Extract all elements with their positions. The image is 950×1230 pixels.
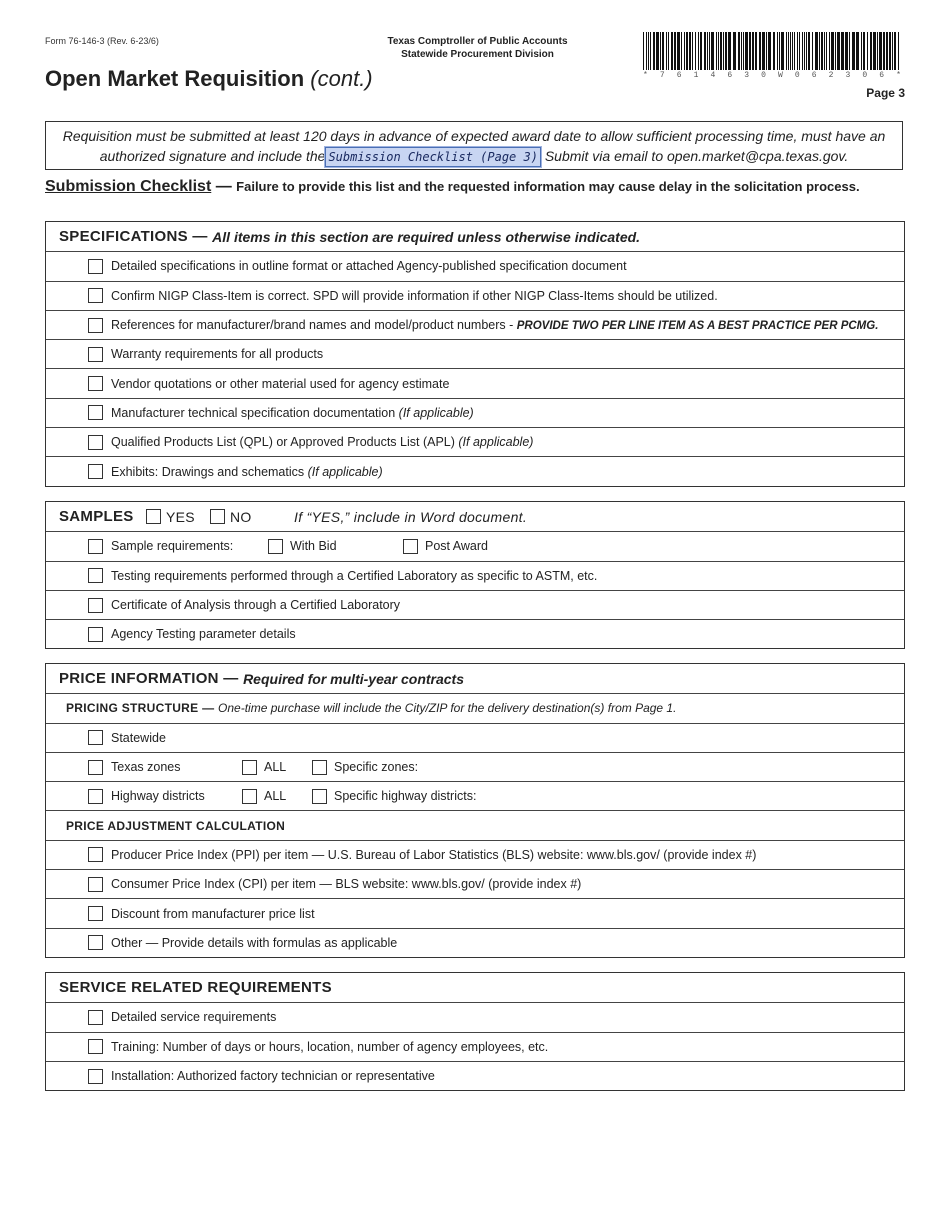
barcode-bar [674,32,676,70]
barcode-bar [788,32,789,70]
price-adjustment-header: PRICE ADJUSTMENT CALCULATION [46,810,904,839]
barcode-bar [898,32,899,70]
barcode-char: 6 [811,71,817,80]
spec-checkbox[interactable] [88,405,103,420]
adjustment-item-label: Other — Provide details with formulas as applicable [111,935,398,950]
barcode-bar [720,32,722,70]
sample-item-label: Agency Testing parameter details [111,627,296,642]
barcode-bar [646,32,647,70]
barcode-bar [741,32,742,70]
barcode-bar [819,32,820,70]
barcode-bar [841,32,844,70]
barcode-bar [684,32,685,70]
barcode-bar [790,32,791,70]
highway-districts-row [46,781,904,810]
barcode-bar [755,32,757,70]
barcode-bar [677,32,680,70]
barcode-bar [892,32,893,70]
service-item [46,1002,904,1031]
spec-checkbox[interactable] [88,464,103,479]
barcode-char: 0 [761,71,766,80]
barcode-bar [831,32,834,70]
barcode-bar [824,32,825,70]
texas-zones-label: Texas zones [111,760,181,775]
spec-item-text: Qualified Products List (QPL) or Approved Products List (APL) [111,435,459,450]
adjustment-item-label: Discount from manufacturer price list [111,906,315,921]
service-item-label: Detailed service requirements [111,1010,277,1025]
sample-item [46,590,904,619]
samples-section [45,501,905,649]
barcode-char: 6 [727,71,733,80]
spec-checkbox[interactable] [88,318,103,333]
barcode-char: 1 [693,71,699,80]
barcode-bar [762,32,765,70]
samples-no-checkbox[interactable] [210,509,225,524]
barcode-bar [773,32,775,70]
service-item [46,1061,904,1090]
sample-item [46,561,904,590]
spec-item [46,427,904,456]
barcode-text [643,71,901,80]
sample-item [46,619,904,648]
service-checkbox[interactable] [88,1010,103,1025]
spec-item [46,251,904,280]
notice-text-end: Submit via email to open.market@cpa.texas.gov. [540,148,849,164]
barcode-bar [718,32,719,70]
agency-line-1: Texas Comptroller of Public Accounts [387,36,568,47]
texas-zones-checkbox[interactable] [88,760,103,775]
submission-notice [45,121,903,170]
barcode-bar [873,32,876,70]
spec-checkbox[interactable] [88,347,103,362]
barcode [643,32,901,70]
spec-item [46,456,904,485]
barcode-bar [700,32,702,70]
barcode-bar [752,32,754,70]
barcode-char: 6 [676,71,682,80]
spec-item-qualifier: (If applicable) [307,464,383,479]
barcode-bar [889,32,891,70]
samples-yes-label: YES [166,508,195,525]
form-number: Form 76-146-3 (Rev. 6-23/6) [45,36,159,46]
barcode-char: 4 [710,71,716,80]
barcode-bar [668,32,669,70]
adjustment-item [46,840,904,869]
barcode-char: 0 [794,71,800,80]
sample-item-label: Testing requirements performed through a Certified Laboratory as specific to ASTM, etc. [111,568,598,583]
spec-item [46,398,904,427]
barcode-bar [786,32,787,70]
barcode-bar [777,32,778,70]
barcode-bar [662,32,664,70]
barcode-char: W [778,71,783,80]
specific-districts-label: Specific highway districts: [334,789,477,804]
barcode-bar [894,32,896,70]
barcode-bar [766,32,767,70]
agency-line-2: Statewide Procurement Division [401,49,554,60]
barcode-bar [681,32,682,70]
barcode-bar [650,32,651,70]
barcode-bar [660,32,661,70]
barcode-bar [861,32,862,70]
barcode-bar [643,32,644,70]
barcode-bar [716,32,717,70]
barcode-bar [835,32,836,70]
with-bid-label: With Bid [290,539,337,554]
specifications-title: SPECIFICATIONS — [59,228,208,246]
barcode-bar [886,32,888,70]
spec-checkbox[interactable] [88,376,103,391]
sample-requirements-checkbox[interactable] [88,539,103,554]
spec-item-label: Confirm NIGP Class-Item is correct. SPD will provide information if other NIGP Class-Items should be utilized. [111,288,718,303]
highway-districts-checkbox[interactable] [88,789,103,804]
zones-all-checkbox[interactable] [242,760,257,775]
barcode-bar [856,32,859,70]
spec-checkbox[interactable] [88,259,103,274]
submission-checklist-field[interactable]: Submission Checklist (Page 3) [325,147,541,167]
barcode-bar [779,32,780,70]
barcode-bar [745,32,748,70]
specific-zones-label: Specific zones: [334,760,419,775]
barcode-bar [686,32,688,70]
barcode-bar [863,32,865,70]
post-award-label: Post Award [425,539,489,554]
barcode-char: 3 [845,71,851,80]
with-bid-checkbox[interactable] [268,539,283,554]
adjustment-checkbox[interactable] [88,847,103,862]
adjustment-item [46,928,904,957]
districts-all-checkbox[interactable] [242,789,257,804]
barcode-bar [671,32,673,70]
barcode-bar [808,32,810,70]
barcode-bar [837,32,840,70]
samples-yes-checkbox[interactable] [146,509,161,524]
barcode-bar [794,32,795,70]
barcode-bar [768,32,771,70]
barcode-bar [845,32,848,70]
pricing-structure-header [46,693,904,722]
title-text: Open Market Requisition [45,66,305,91]
service-section [45,972,905,1091]
barcode-char: * [643,71,648,80]
barcode-char: 2 [828,71,834,80]
title-suffix: (cont.) [310,66,373,91]
barcode-bar [695,32,696,70]
spec-item-label: Vendor quotations or other material used for agency estimate [111,376,450,391]
barcode-bar [804,32,805,70]
sample-checkbox[interactable] [88,568,103,583]
samples-no-label: NO [230,508,252,525]
spec-item-label: Warranty requirements for all products [111,347,324,362]
notice-text: Requisition must be submitted at least 120 days in advance of expected award date to allow sufficient processing time, must have an authorized signature and include the [62,128,886,164]
spec-item-qualifier: (If applicable) [458,435,534,450]
service-item [46,1032,904,1061]
barcode-bar [698,32,699,70]
spec-item [46,281,904,310]
adjustment-item [46,869,904,898]
barcode-bar [711,32,714,70]
barcode-bar [656,32,659,70]
barcode-bar [799,32,800,70]
samples-header [46,502,904,531]
barcode-bar [852,32,855,70]
barcode-bar [743,32,744,70]
barcode-bar [781,32,784,70]
barcode-bar [692,32,693,70]
pricing-structure-note: One-time purchase will include the City/ZIP for the delivery destination(s) from Page 1. [218,701,677,716]
samples-title: SAMPLES [59,508,134,526]
districts-all-label: ALL [264,789,287,804]
spec-item-label [111,465,383,479]
adjustment-item-label: Consumer Price Index (CPI) per item — BLS website: www.bls.gov/ (provide index #) [111,877,582,892]
barcode-bar [812,32,813,70]
service-checkbox[interactable] [88,1069,103,1084]
barcode-char: 0 [862,71,868,80]
barcode-bar [806,32,807,70]
sample-item-label: Certificate of Analysis through a Certified Laboratory [111,598,401,613]
specific-zones-checkbox[interactable] [312,760,327,775]
barcode-char: 7 [659,71,665,80]
spec-checkbox[interactable] [88,288,103,303]
adjustment-checkbox[interactable] [88,935,103,950]
adjustment-checkbox[interactable] [88,877,103,892]
barcode-char: * [896,71,901,80]
page-title [45,66,373,92]
barcode-bar [689,32,691,70]
agency-name [360,35,595,61]
barcode-bar [879,32,882,70]
pricing-structure-title: PRICING STRUCTURE — [66,701,215,716]
barcode-bar [733,32,736,70]
checklist-dash: — [211,178,237,195]
statewide-checkbox[interactable] [88,730,103,745]
barcode-bar [725,32,727,70]
barcode-bar [797,32,798,70]
barcode-bar [648,32,649,70]
barcode-bar [723,32,724,70]
spec-item-emphasis: PROVIDE TWO PER LINE ITEM AS A BEST PRACTICE PER PCMG. [516,320,879,333]
highway-districts-label: Highway districts [111,789,205,804]
spec-item-label [111,318,878,332]
spec-item-label: Detailed specifications in outline format or attached Agency-published specification document [111,259,627,274]
barcode-bar [877,32,878,70]
specific-districts-checkbox[interactable] [312,789,327,804]
checklist-heading [45,178,860,196]
spec-item-text: References for manufacturer/brand names and model/product numbers - [111,318,517,333]
barcode-bar [867,32,868,70]
sample-requirements-row [46,531,904,560]
barcode-bar [749,32,751,70]
barcode-bar [826,32,827,70]
adjustment-item [46,898,904,927]
zones-all-label: ALL [264,760,287,775]
samples-note: If “YES,” include in Word document. [294,508,528,525]
barcode-bar [821,32,823,70]
barcode-bar [829,32,830,70]
statewide-label: Statewide [111,730,166,745]
specifications-header [46,222,904,251]
service-item-label: Installation: Authorized factory technician or representative [111,1069,435,1084]
service-header: SERVICE RELATED REQUIREMENTS [59,979,332,997]
barcode-char: 6 [879,71,885,80]
barcode-bar [707,32,708,70]
checklist-subtitle: Failure to provide this list and the requested information may cause delay in the solicitation process. [236,179,860,194]
price-note: Required for multi-year contracts [243,670,464,687]
barcode-bar [792,32,793,70]
barcode-bar [666,32,667,70]
texas-zones-row [46,752,904,781]
price-section [45,663,905,958]
checklist-title: Submission Checklist [45,178,212,195]
spec-item-qualifier: (If applicable) [398,405,474,420]
barcode-bar [709,32,710,70]
specifications-note: All items in this section are required unless otherwise indicated. [212,228,641,245]
barcode-bar [653,32,655,70]
sample-requirements-label: Sample requirements: [111,539,234,554]
barcode-bar [883,32,885,70]
service-checkbox[interactable] [88,1039,103,1054]
barcode-bar [759,32,761,70]
page-number: Page 3 [866,86,905,100]
barcode-bar [738,32,740,70]
specifications-section [45,221,905,487]
spec-item [46,339,904,368]
adjustment-checkbox[interactable] [88,906,103,921]
barcode-bar [704,32,706,70]
spec-item-text: Manufacturer technical specification documentation [111,405,399,420]
spec-item-text: Exhibits: Drawings and schematics [111,464,308,479]
barcode-bar [815,32,818,70]
barcode-bar [802,32,803,70]
barcode-bar [849,32,850,70]
sample-checkbox[interactable] [88,598,103,613]
barcode-char: 3 [744,71,750,80]
barcode-bar [728,32,731,70]
barcode-bar [870,32,872,70]
adjustment-item-label: Producer Price Index (PPI) per item — U.S. Bureau of Labor Statistics (BLS) website: www.bls.gov/ (provide index #) [111,847,757,862]
post-award-checkbox[interactable] [403,539,418,554]
spec-checkbox[interactable] [88,435,103,450]
price-title: PRICE INFORMATION — [59,670,239,688]
spec-item-label [111,406,474,420]
service-item-label: Training: Number of days or hours, location, number of agency employees, etc. [111,1039,549,1054]
statewide-row [46,723,904,752]
spec-item-label [111,435,533,449]
spec-item [46,310,904,339]
sample-checkbox[interactable] [88,627,103,642]
spec-item [46,368,904,397]
price-header [46,664,904,693]
